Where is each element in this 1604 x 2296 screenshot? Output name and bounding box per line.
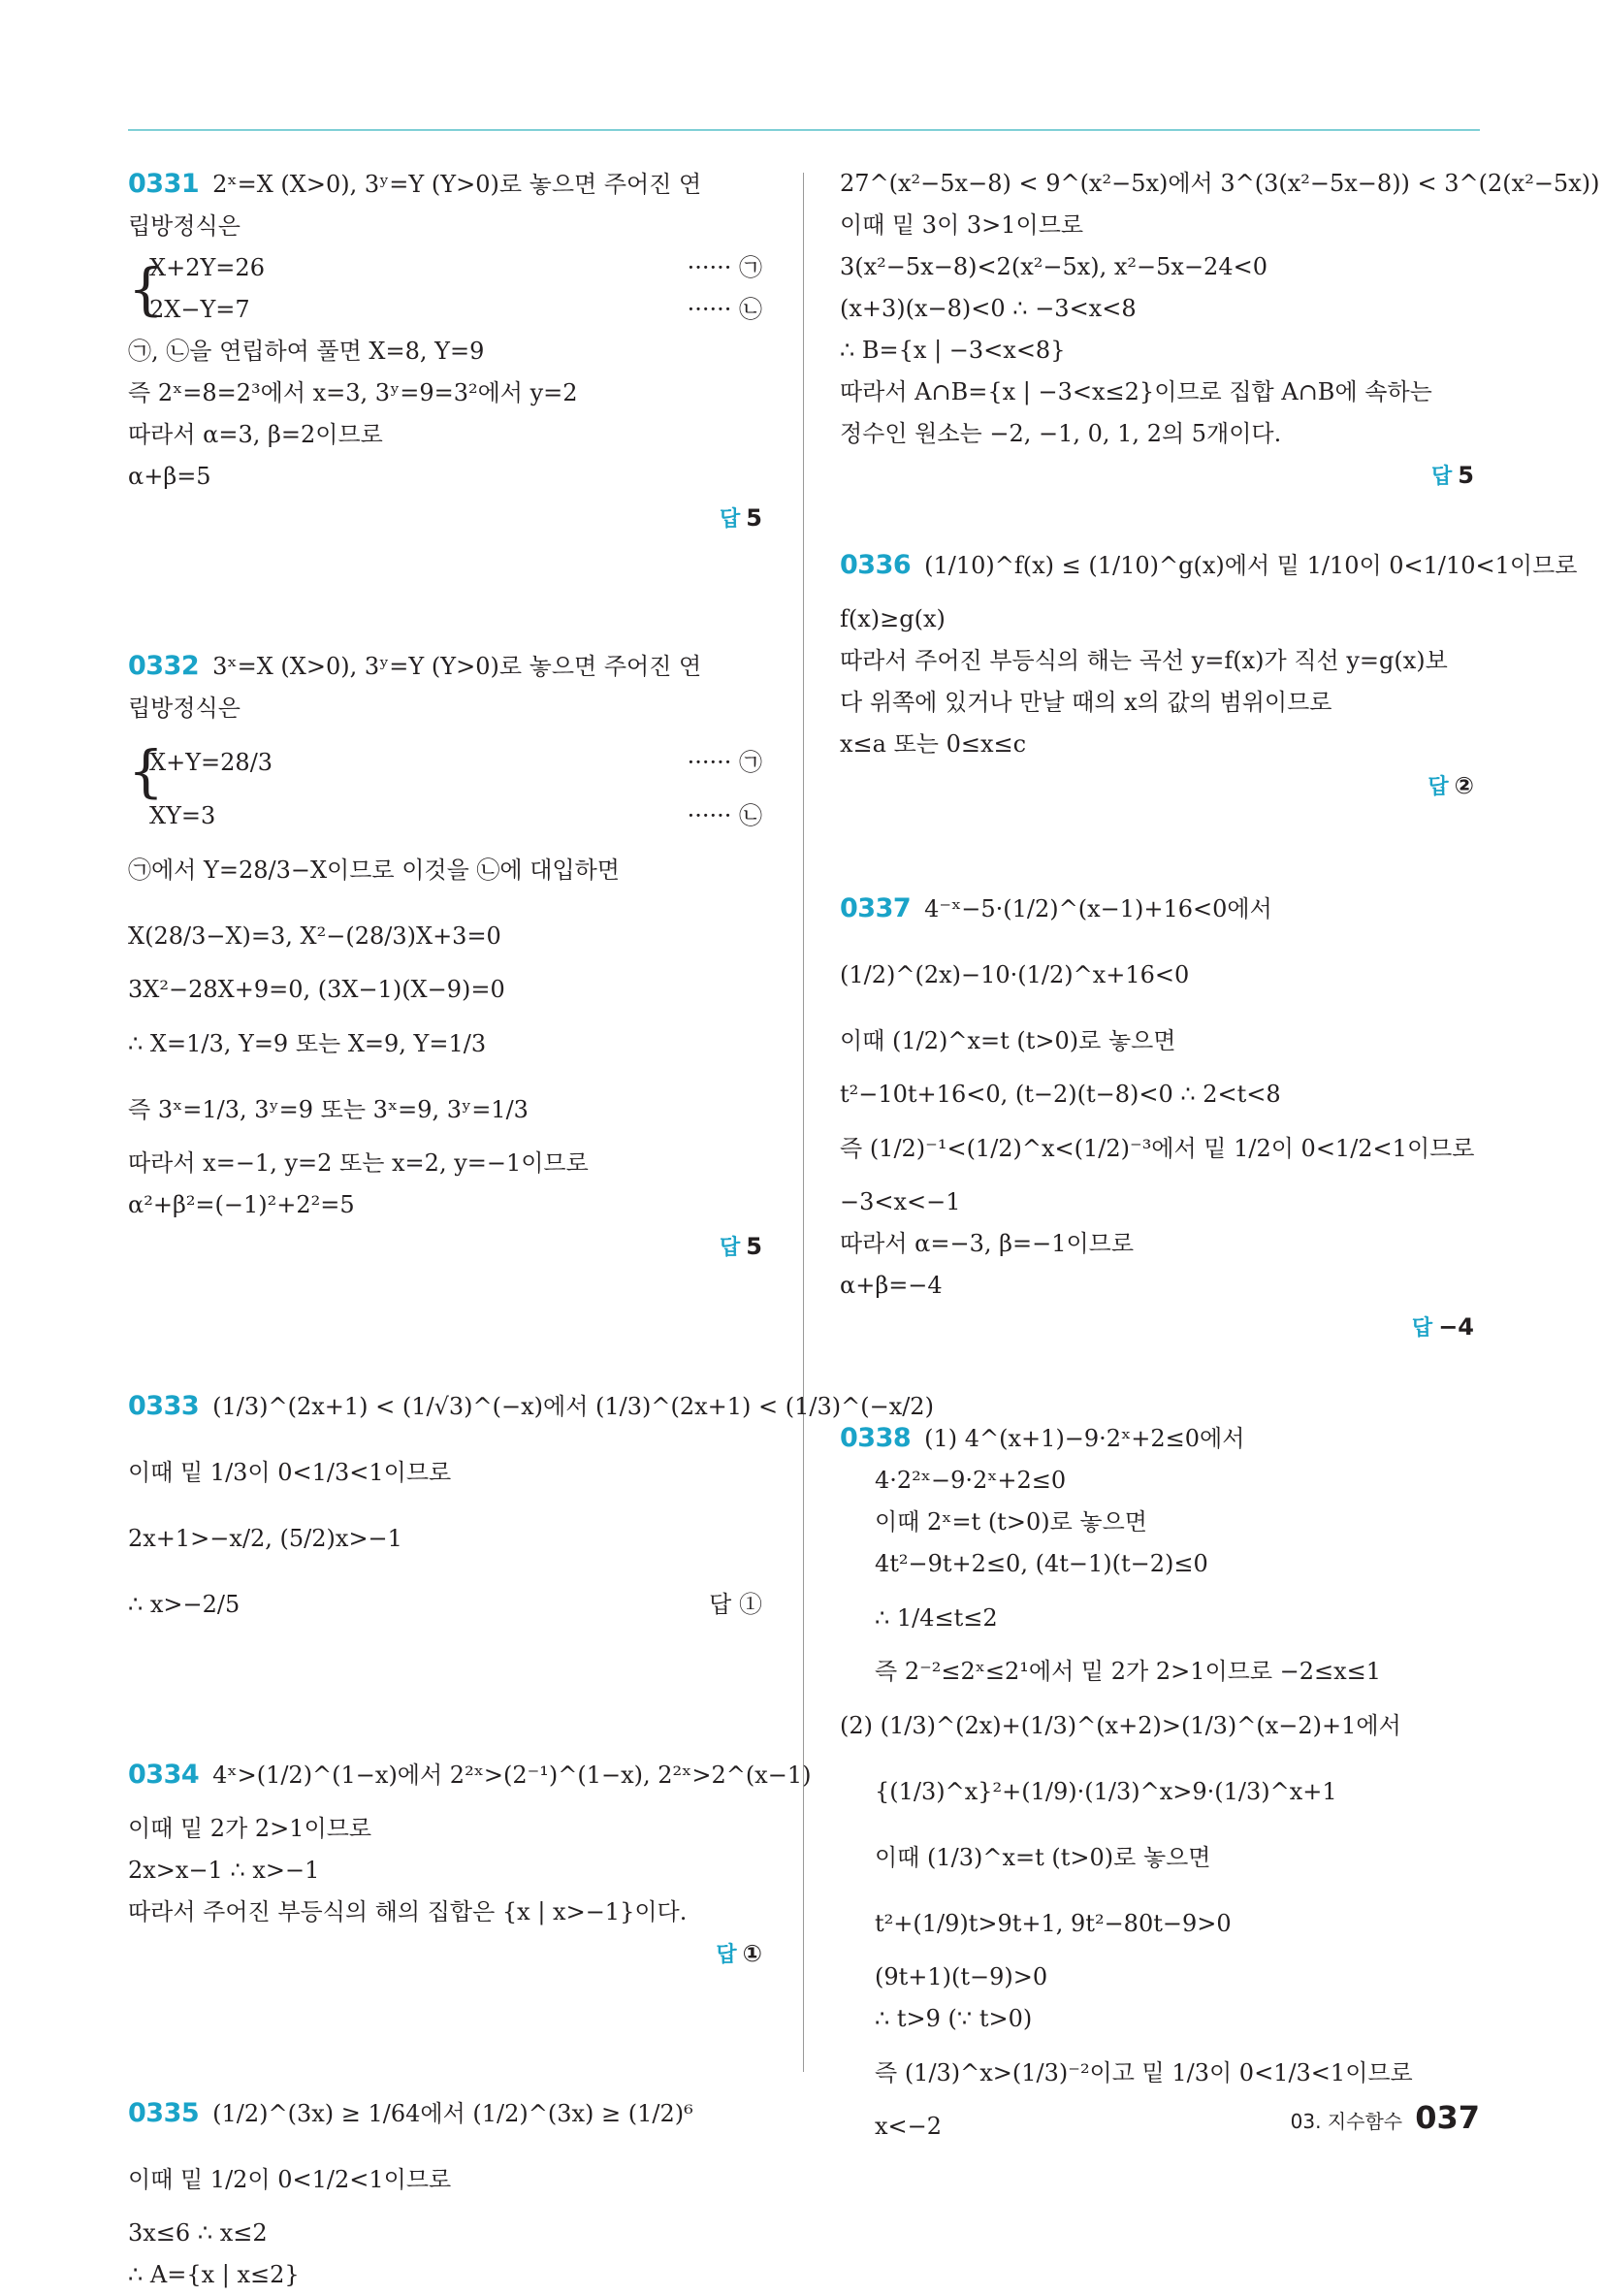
solution-text: ∴ 1/4≤t≤2: [875, 1604, 998, 1632]
chapter-label: 03. 지수함수: [1290, 2110, 1403, 2133]
solution-line: [128, 2213, 768, 2254]
problem-0335: [128, 2081, 768, 2296]
solution-text: 립방정식은: [128, 212, 241, 240]
solution-line: [128, 1742, 812, 1808]
solution-text: ∴ X=1/3, Y=9 또는 X=9, Y=1/3: [128, 1030, 487, 1057]
page-number: 037: [1415, 2099, 1480, 2136]
answer-line: [840, 455, 1480, 498]
solution-line: [840, 640, 1480, 682]
problem-0331: [128, 163, 768, 540]
solution-text: (2) (1/3)^(2x)+(1/3)^(x+2)>(1/3)^(x−2)+1에서: [840, 1712, 1401, 1739]
solution-line: [128, 1184, 768, 1226]
problem-number: 0334: [128, 1760, 200, 1790]
solution-line: [840, 1460, 1480, 1502]
solution-text: 3x≤6 ∴ x≤2: [128, 2219, 268, 2247]
solution-line: [840, 1074, 1480, 1116]
problem-0337: [840, 876, 1480, 1349]
solution-line: [840, 288, 1480, 330]
solution-line: [128, 837, 768, 903]
solution-line: [128, 372, 768, 414]
solution-text: x<−2: [875, 2113, 943, 2140]
solution-text: 2ˣ=X (X>0), 3ʸ=Y (Y>0)로 놓으면 주어진 연: [212, 171, 702, 198]
problem-number: 0331: [128, 169, 200, 199]
problem-number: 0333: [128, 1391, 200, 1421]
solution-text: α+β=5: [128, 463, 211, 490]
top-rule: [128, 129, 1480, 131]
answer-label: 답: [1428, 775, 1449, 799]
solution-text: XY=3: [149, 802, 216, 829]
solution-line: [128, 1571, 768, 1637]
solution-text: 즉 (1/3)^x>(1/3)⁻²이고 밑 1/3이 0<1/3<1이므로: [875, 2059, 1413, 2086]
solution-text: (1/2)^(2x)−10·(1/2)^x+16<0: [840, 961, 1190, 988]
solution-line: [128, 688, 768, 729]
answer-value: −4: [1438, 1313, 1474, 1341]
solution-line: [840, 1116, 1480, 1181]
solution-line: [128, 1505, 768, 1571]
solution-text: α²+β²=(−1)²+2²=5: [128, 1191, 355, 1218]
solution-line: [840, 1825, 1480, 1891]
solution-text: 이때 밑 1/3이 0<1/3<1이므로: [128, 1459, 452, 1486]
solution-line: [128, 1439, 768, 1505]
answer-value: 5: [746, 1233, 762, 1260]
solution-text: 정수인 원소는 −2, −1, 0, 1, 2의 5개이다.: [840, 420, 1282, 447]
solution-text: 4·2²ˣ−9·2ˣ+2≤0: [875, 1467, 1067, 1494]
solution-text: 이때 밑 3이 3>1이므로: [840, 211, 1084, 239]
solution-text: 즉 2⁻²≤2ˣ≤2¹에서 밑 2가 2>1이므로 −2≤x≤1: [875, 1658, 1382, 1685]
solution-line: [840, 876, 1480, 942]
answer-label: 답: [1431, 465, 1453, 489]
solution-line: [840, 1543, 1480, 1585]
solution-text: 이때 (1/3)^x=t (t>0)로 놓으면: [875, 1844, 1211, 1871]
solution-text: 립방정식은: [128, 695, 241, 722]
solution-line: [840, 1891, 1480, 1956]
solution-line: [840, 1585, 1480, 1651]
solution-text: (1) 4^(x+1)−9·2ˣ+2≤0에서: [924, 1425, 1245, 1452]
solution-text: X(28/3−X)=3, X²−(28/3)X+3=0: [128, 922, 501, 950]
solution-text: α+β=−4: [840, 1272, 943, 1299]
answer-value: ②: [1454, 772, 1474, 799]
solution-line: [128, 2081, 768, 2147]
solution-text: 다 위쪽에 있거나 만날 때의 x의 값의 범위이므로: [840, 689, 1332, 716]
solution-text: 27^(x²−5x−8) < 9^(x²−5x)에서 3^(3(x²−5x−8)) < 3^(2(x²−5x)): [840, 170, 1600, 197]
solution-line: [840, 413, 1480, 455]
equation-mark: ······ ㉡: [687, 802, 762, 829]
answer-label: 답: [720, 507, 741, 532]
problem-number: 0337: [840, 893, 912, 923]
solution-line: [128, 289, 768, 331]
answer-label: 답: [716, 1943, 737, 1967]
solution-text: 따라서 주어진 부등식의 해의 집합은 {x | x>−1}이다.: [128, 1898, 688, 1925]
solution-line: [128, 1077, 768, 1143]
equation-mark: ······ ㉠: [687, 749, 762, 776]
solution-line: [840, 1223, 1480, 1265]
solution-line: [128, 163, 768, 206]
solution-line: [840, 330, 1480, 372]
problem-0334: [128, 1742, 812, 1976]
solution-line: [840, 1759, 1480, 1825]
problem-number: 0335: [128, 2098, 200, 2128]
equation-mark: ······ ㉡: [687, 296, 762, 323]
solution-line: [840, 163, 1600, 205]
solution-text: 이때 (1/2)^x=t (t>0)로 놓으면: [840, 1027, 1176, 1054]
solution-text: X+Y=28/3: [149, 749, 273, 776]
solution-line: [840, 1651, 1480, 1693]
solution-line: [840, 1693, 1480, 1759]
solution-text: 따라서 A∩B={x | −3<x≤2}이므로 집합 A∩B에 속하는: [840, 378, 1432, 405]
solution-text: 4⁻ˣ−5·(1/2)^(x−1)+16<0에서: [924, 895, 1272, 922]
solution-line: [840, 1998, 1480, 2040]
solution-line: [128, 331, 768, 372]
solution-text: ∴ t>9 (∵ t>0): [875, 2005, 1033, 2032]
solution-text: f(x)≥g(x): [840, 605, 946, 632]
solution-line: [840, 246, 1480, 288]
solution-text: 4ˣ>(1/2)^(1−x)에서 2²ˣ>(2⁻¹)^(1−x), 2²ˣ>2^(x−1): [212, 1762, 812, 1789]
solution-text: 즉 3ˣ=1/3, 3ʸ=9 또는 3ˣ=9, 3ʸ=1/3: [128, 1096, 529, 1123]
problem-0336: [840, 533, 1578, 808]
solution-line: [128, 2254, 768, 2296]
solution-text: ㉠, ㉡을 연립하여 풀면 X=8, Y=9: [128, 338, 485, 365]
solution-line: [840, 682, 1480, 724]
answer-label: 답: [1411, 1316, 1433, 1341]
solution-text: 따라서 x=−1, y=2 또는 x=2, y=−1이므로: [128, 1149, 589, 1177]
solution-text: {(1/3)^x}²+(1/9)·(1/3)^x>9·(1/3)^x+1: [875, 1778, 1337, 1805]
solution-text: −3<x<−1: [840, 1188, 961, 1215]
problem-0332: [128, 645, 768, 1269]
solution-text: (1/3)^(2x+1) < (1/√3)^(−x)에서 (1/3)^(2x+1) < (1/3)^(−x/2): [212, 1393, 934, 1420]
solution-text: (x+3)(x−8)<0 ∴ −3<x<8: [840, 295, 1137, 322]
solution-text: X+2Y=26: [149, 254, 265, 281]
problem-number: 0336: [840, 550, 912, 580]
answer-line: [840, 765, 1480, 808]
solution-line: [128, 903, 768, 969]
solution-text: ∴ x>−2/5: [128, 1591, 241, 1618]
answer-line: [128, 1226, 768, 1269]
solution-text: ㉠에서 Y=28/3−X이므로 이것을 ㉡에 대입하면: [128, 857, 620, 884]
solution-line: [840, 533, 1578, 598]
solution-line: [840, 1265, 1480, 1307]
solution-text: 4t²−9t+2≤0, (4t−1)(t−2)≤0: [875, 1550, 1208, 1577]
answer-value: ①: [742, 1940, 762, 1967]
solution-line: [128, 729, 768, 804]
system-brace: {: [128, 738, 164, 804]
solution-line: [840, 372, 1480, 413]
solution-line: [840, 1956, 1480, 1998]
solution-text: 3(x²−5x−8)<2(x²−5x), x²−5x−24<0: [840, 253, 1267, 280]
solution-text: ∴ A={x | x≤2}: [128, 2261, 300, 2288]
solution-text: 즉 2ˣ=8=2³에서 x=3, 3ʸ=9=3²에서 y=2: [128, 379, 578, 406]
solution-text: x≤a 또는 0≤x≤c: [840, 730, 1027, 758]
problem-number: 0332: [128, 651, 200, 681]
solution-line: [128, 1011, 768, 1077]
system-brace: {: [128, 256, 164, 322]
answer-line: [128, 498, 768, 540]
problem-continued: [840, 163, 1600, 498]
equation-mark: 답 ①: [709, 1591, 762, 1618]
solution-line: [128, 645, 768, 688]
solution-line: [840, 1008, 1480, 1074]
solution-line: [128, 456, 768, 498]
solution-line: [840, 1417, 1480, 1460]
solution-text: (9t+1)(t−9)>0: [875, 1963, 1048, 1990]
solution-text: 이때 밑 1/2이 0<1/2<1이므로: [128, 2166, 452, 2193]
problem-number: 0338: [840, 1423, 912, 1453]
answer-line: [128, 1933, 768, 1976]
solution-line: [840, 724, 1480, 765]
solution-line: [840, 2040, 1480, 2106]
solution-text: (1/2)^(3x) ≥ 1/64에서 (1/2)^(3x) ≥ (1/2)⁶: [212, 2100, 693, 2127]
solution-text: 따라서 α=−3, β=−1이므로: [840, 1230, 1135, 1257]
solution-line: [128, 1808, 768, 1850]
equation-mark: ······ ㉠: [687, 254, 762, 281]
solution-line: [128, 969, 768, 1011]
solution-text: 3X²−28X+9=0, (3X−1)(X−9)=0: [128, 976, 505, 1003]
page-footer: [1291, 2099, 1480, 2136]
solution-line: [840, 1502, 1480, 1543]
solution-line: [840, 1181, 1480, 1223]
solution-text: 2x+1>−x/2, (5/2)x>−1: [128, 1525, 402, 1552]
solution-text: 2x>x−1 ∴ x>−1: [128, 1857, 320, 1884]
solution-text: (1/10)^f(x) ≤ (1/10)^g(x)에서 밑 1/10이 0<1/10<1이므로: [924, 552, 1578, 579]
answer-value: 5: [746, 504, 762, 532]
solution-line: [128, 206, 768, 247]
solution-line: [840, 205, 1480, 246]
answer-line: [840, 1307, 1480, 1349]
solution-line: [128, 1892, 768, 1933]
solution-text: 따라서 주어진 부등식의 해는 곡선 y=f(x)가 직선 y=g(x)보: [840, 647, 1448, 674]
answer-label: 답: [720, 1236, 741, 1260]
solution-text: t²+(1/9)t>9t+1, 9t²−80t−9>0: [875, 1910, 1232, 1937]
answer-value: 5: [1458, 462, 1474, 489]
solution-line: [128, 1850, 768, 1892]
solution-text: 이때 2ˣ=t (t>0)로 놓으면: [875, 1508, 1147, 1536]
solution-line: [840, 598, 1480, 640]
solution-line: [840, 942, 1480, 1008]
solution-text: 3ˣ=X (X>0), 3ʸ=Y (Y>0)로 놓으면 주어진 연: [212, 653, 702, 680]
solution-line: [128, 414, 768, 456]
solution-text: t²−10t+16<0, (t−2)(t−8)<0 ∴ 2<t<8: [840, 1081, 1281, 1108]
solution-text: ∴ B={x | −3<x<8}: [840, 337, 1066, 364]
solution-text: 즉 (1/2)⁻¹<(1/2)^x<(1/2)⁻³에서 밑 1/2이 0<1/2<1이므로: [840, 1135, 1475, 1162]
solution-line: [128, 2147, 768, 2213]
solution-line: [128, 1143, 768, 1184]
problem-0338: [840, 1417, 1480, 2148]
solution-text: 따라서 α=3, β=2이므로: [128, 421, 383, 448]
solution-text: 이때 밑 2가 2>1이므로: [128, 1815, 372, 1842]
solution-line: [128, 795, 768, 837]
right-column: [840, 163, 1600, 2148]
solution-text: 2X−Y=7: [149, 296, 250, 323]
